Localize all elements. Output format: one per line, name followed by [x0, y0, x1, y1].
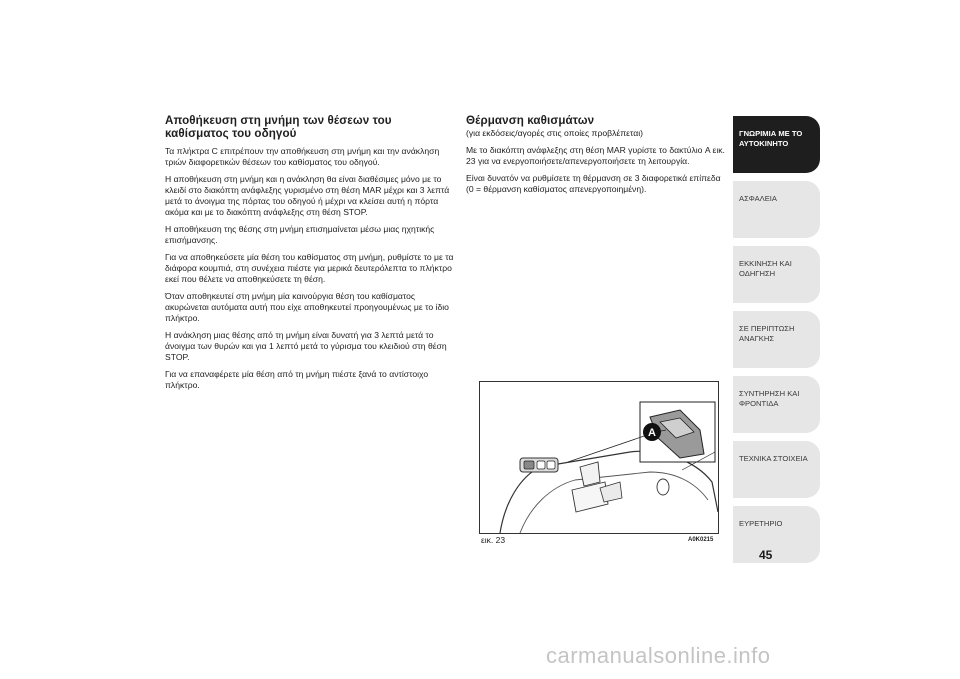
- paragraph: Όταν αποθηκευτεί στη μνήμη μία καινούργια θέση του καθίσματος ακυρώνεται αυτόματα αυτή που είχε αποθηκευτεί προηγουμένως με το ίδιο πλήκτρο.: [165, 291, 449, 323]
- tab-getting-to-know[interactable]: ΓΝΩΡΙΜΙΑ ΜΕ ΤΟ ΑΥΤΟΚΙΝΗΤΟ: [731, 116, 820, 173]
- svg-text:A: A: [648, 427, 656, 439]
- paragraph: Η ανάκληση μιας θέσης από τη μνήμη είναι δυνατή για 3 λεπτά μετά το άνοιγμα των θυρών και για 1 λεπτό μετά το γύρισμα του κλειδιού στη θέση STOP.: [165, 330, 447, 362]
- paragraph: Τα πλήκτρα C επιτρέπουν την αποθήκευση στη μνήμη και την ανάκληση τριών διαφορετικών θέσεων του καθίσματος του οδηγού.: [165, 146, 440, 167]
- tab-starting-driving[interactable]: ΕΚΚΙΝΗΣΗ ΚΑΙ ΟΔΗΓΗΣΗ: [731, 246, 820, 303]
- right-column: [466, 114, 728, 201]
- figure-caption: εικ. 23: [481, 535, 506, 545]
- left-column: [165, 114, 455, 397]
- figure-code: A0K0215: [688, 537, 714, 543]
- paragraph: Η αποθήκευση της θέσης στη μνήμη επισημαίνεται μέσω μιας ηχητικής επισήμανσης.: [165, 224, 435, 245]
- tab-safety[interactable]: ΑΣΦΑΛΕΙΑ: [731, 181, 820, 238]
- seat-heating-title: Θέρμανση καθισμάτων: [466, 114, 595, 127]
- paragraph: Με το διακόπτη ανάφλεξης στη θέση MAR γυρίστε το δακτύλιο A εικ. 23 για να ενεργοποιήσετε/απενεργοποιήσετε τη λειτουργία.: [466, 145, 725, 166]
- callout-a: [643, 423, 661, 441]
- tab-technical-data[interactable]: ΤΕΧΝΙΚΑ ΣΤΟΙΧΕΙΑ: [731, 441, 820, 498]
- seat-heating-subtitle: (για εκδόσεις/αγορές στις οποίες προβλέπεται): [466, 128, 643, 138]
- tab-maintenance[interactable]: ΣΥΝΤΗΡΗΣΗ ΚΑΙ ΦΡΟΝΤΙΔΑ: [731, 376, 820, 433]
- paragraph: Για να αποθηκεύσετε μία θέση του καθίσματος στη μνήμη, ρυθμίστε το με τα διάφορα κουμπιά, στη συνέχεια πιέστε για μερικά δευτερόλεπτα το πλήκτρο εκεί που θέλετε να αποθηκεύσετε τη θέση.: [165, 252, 454, 284]
- seat-illustration: [480, 382, 718, 533]
- page-number: 45: [759, 548, 773, 562]
- tab-emergency[interactable]: ΣΕ ΠΕΡΙΠΤΩΣΗ ΑΝΑΓΚΗΣ: [731, 311, 820, 368]
- section-tabs: [731, 116, 820, 571]
- seat-controls-figure: [479, 381, 719, 534]
- paragraph: Η αποθήκευση στη μνήμη και η ανάκληση θα είναι διαθέσιμες μόνο με το κλειδί στο διακόπτη ανάφλεξης γυρισμένο στη θέση MAR μέχρι και 3 λεπτά μετά το άνοιγμα της πόρτας του οδηγού ή μέχρι να κλείσει αυτή η πόρτα ακόμα και με το διακόπτη ανάφλεξης στη θέση STOP.: [165, 174, 450, 217]
- watermark: carmanualsonline.info: [546, 643, 771, 668]
- paragraph: Για να επαναφέρετε μία θέση από τη μνήμη πιέστε ξανά το αντίστοιχο πλήκτρο.: [165, 369, 429, 390]
- tab-index[interactable]: ΕΥΡΕΤΗΡΙΟ: [731, 506, 820, 563]
- paragraph: Είναι δυνατόν να ρυθμίσετε τη θέρμανση σε 3 διαφορετικά επίπεδα (0 = θέρμανση καθίσματος απενεργοποιημένη).: [466, 173, 721, 194]
- memory-section-title: Αποθήκευση στη μνήμη των θέσεων του καθίσματος του οδηγού: [165, 114, 392, 140]
